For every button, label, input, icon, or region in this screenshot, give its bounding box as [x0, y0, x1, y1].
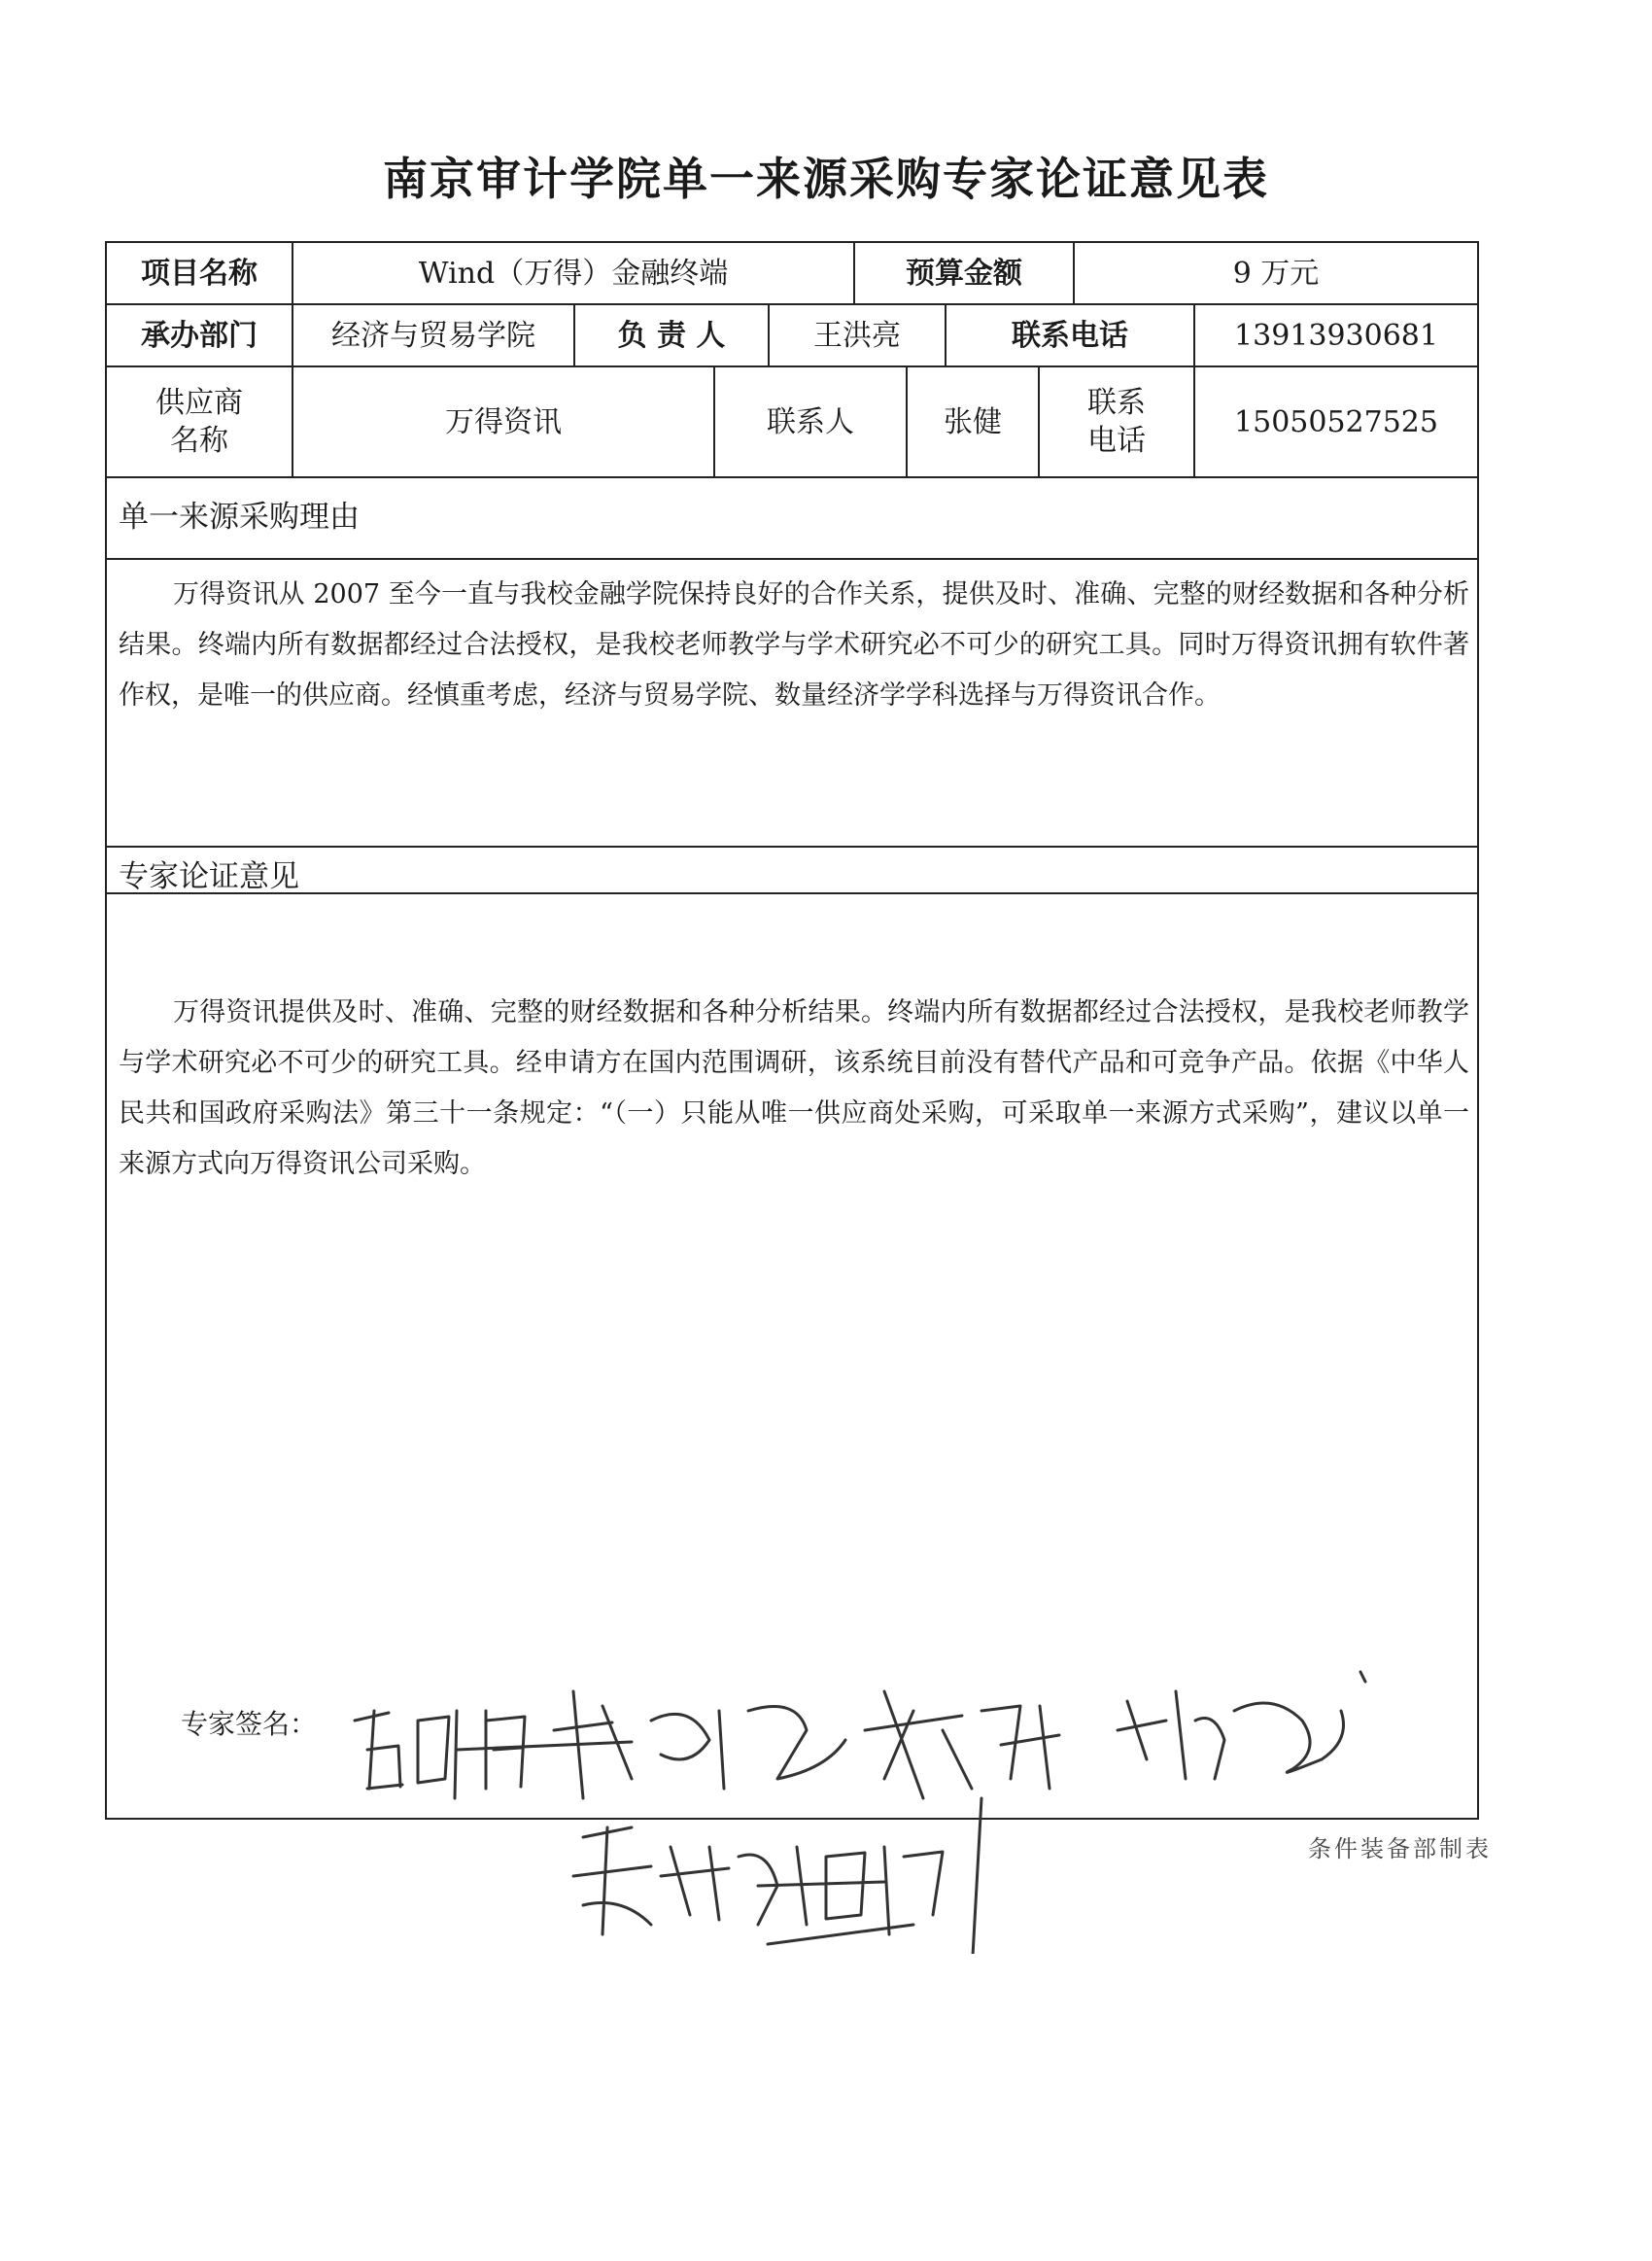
budget-value: 9 万元	[1232, 256, 1320, 291]
footer-maker: 条件装备部制表	[1308, 1835, 1492, 1862]
form-title: 南京审计学院单一来源采购专家论证意见表	[383, 153, 1269, 205]
reason-text: 万得资讯从 2007 至今一直与我校金融学院保持良好的合作关系，提供及时、准确、完整的财经数据和各种分析结果。终端内所有数据都经过合法授权，是我校老师教学与学术研究必不可少的研究工具。同时万得资讯拥有软件著作权，是唯一的供应商。经慎重考虑，经济与贸易学院、数量经济学学科选择与万得资讯合作。	[119, 579, 1469, 711]
label-phone: 联系电话	[1012, 318, 1128, 353]
phone-value: 13913930681	[1234, 318, 1438, 353]
expert-signature-label: 专家签名：	[181, 1708, 318, 1740]
label-project-name: 项目名称	[141, 256, 258, 291]
label-budget: 预算金额	[906, 256, 1022, 291]
label-department: 承办部门	[141, 318, 258, 353]
label-supplier-line1: 供应商	[155, 386, 243, 420]
contact-phone-value: 15050527525	[1234, 404, 1438, 439]
opinion-heading: 专家论证意见	[119, 859, 299, 894]
label-contact: 联系人	[767, 404, 854, 439]
label-leader: 负 责 人	[617, 318, 726, 353]
leader-value: 王洪亮	[813, 318, 901, 353]
label-supplier-line2: 名称	[170, 424, 228, 458]
label-contact-phone	[1040, 367, 1193, 476]
label-contact-phone-line2: 电话	[1087, 424, 1146, 458]
reason-heading: 单一来源采购理由	[119, 500, 360, 535]
project-name-value: Wind（万得）金融终端	[418, 256, 729, 291]
contact-value: 张健	[944, 404, 1002, 439]
expert-signatures	[340, 1652, 1526, 1954]
department-value: 经济与贸易学院	[331, 318, 535, 353]
supplier-value: 万得资讯	[445, 404, 562, 439]
form-table	[105, 241, 1479, 1820]
opinion-text: 万得资讯提供及时、准确、完整的财经数据和各种分析结果。终端内所有数据都经过合法授权，是我校老师教学与学术研究必不可少的研究工具。经申请方在国内范围调研，该系统目前没有替代产品和可竞争产品。依据《中华人民共和国政府采购法》第三十一条规定：“（一）只能从唯一供应商处采购，可采取单一来源方式采购”，建议以单一来源方式向万得资讯公司采购。	[119, 997, 1469, 1179]
label-supplier	[107, 367, 292, 476]
label-contact-phone-line1: 联系	[1087, 386, 1146, 420]
